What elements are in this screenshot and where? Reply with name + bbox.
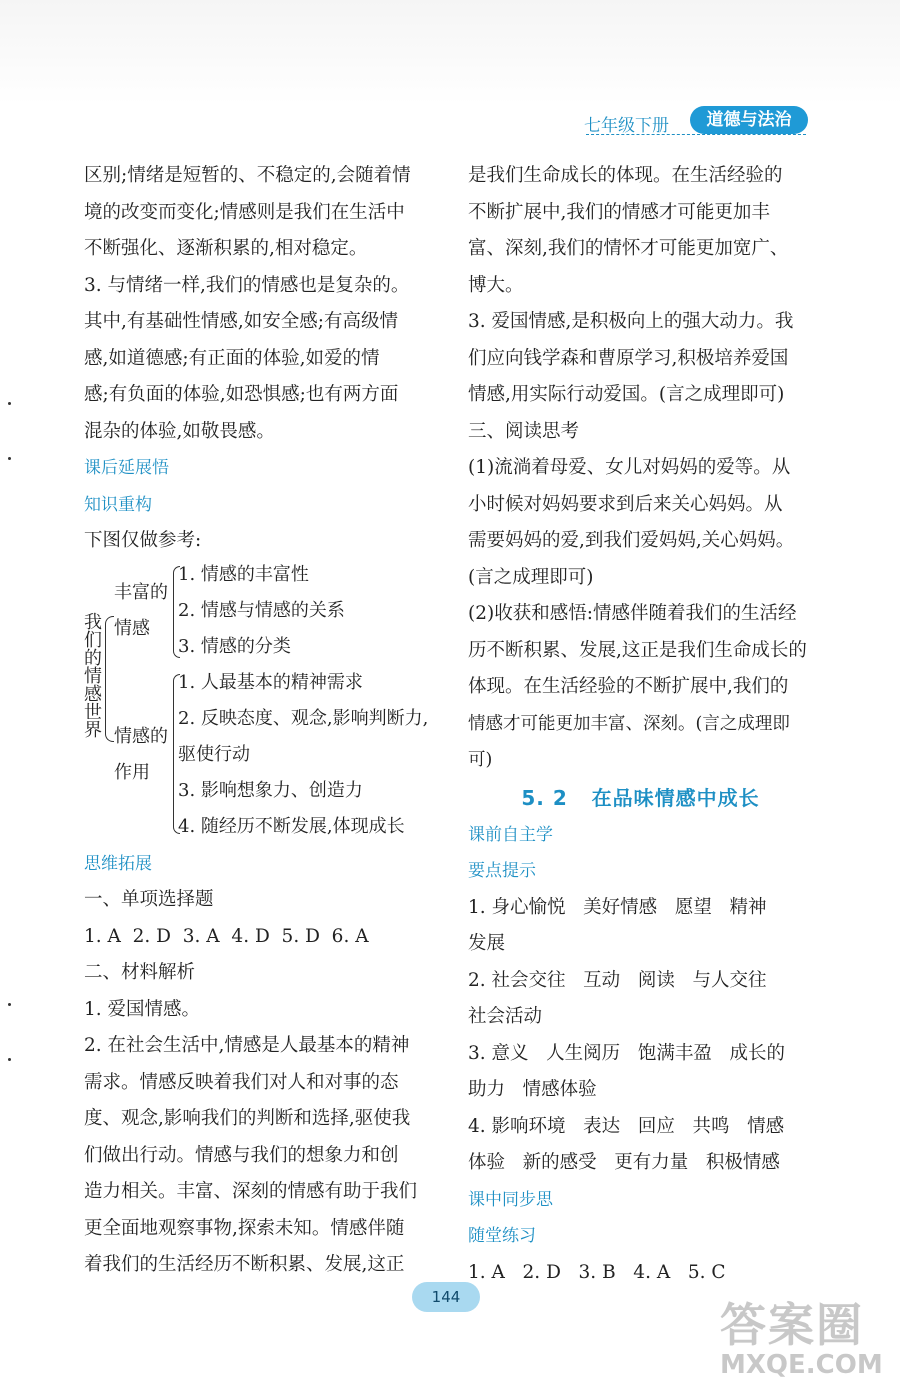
item3-line: 感;有负面的体验,如恐惧感;也有两方面 bbox=[84, 384, 399, 405]
book-grade-label: 七年级下册 bbox=[584, 116, 669, 136]
mindmap-root-char: 们 bbox=[84, 629, 102, 651]
mindmap-branch-role: 情感的 bbox=[114, 725, 168, 747]
reading2-line: (2)收获和感悟:情感伴随着我们的生活经 bbox=[468, 603, 797, 624]
heading-in-class: 课中同步思 bbox=[468, 1189, 553, 1210]
item3-line: 3. 与情绪一样,我们的情感也是复杂的。 bbox=[84, 274, 410, 296]
watermark-text: 答案圈 bbox=[720, 1298, 864, 1352]
continued-line: 是我们生命成长的体现。在生活经验的 bbox=[468, 165, 783, 186]
mindmap-branch-role: 作用 bbox=[114, 761, 150, 783]
item3-line: 其中,有基础性情感,如安全感;有高级情 bbox=[84, 311, 398, 332]
reading2-line: 情感才可能更加丰富、深刻。(言之成理即可) bbox=[468, 713, 790, 770]
points-line: 2. 社会交往 互动 阅读 与人交往 bbox=[468, 969, 767, 991]
mindmap-root-char: 感 bbox=[84, 683, 102, 705]
item3-line: 感,如道德感;有正面的体验,如爱的情 bbox=[84, 347, 380, 369]
material-heading: 二、材料解析 bbox=[84, 962, 196, 983]
section-title: 5. 2 在品味情感中成长 bbox=[521, 785, 760, 810]
mindmap-leaf: 3. 情感的分类 bbox=[178, 635, 291, 657]
mindmap-branch-rich: 丰富的 bbox=[114, 581, 168, 603]
mindmap-root-char: 我 bbox=[84, 611, 102, 633]
continued-line: 博大。 bbox=[468, 274, 524, 296]
reading2-line: 体现。在生活经验的不断扩展中,我们的 bbox=[468, 676, 789, 697]
margin-mark bbox=[8, 1058, 11, 1061]
mindmap-root-char: 世 bbox=[84, 701, 102, 723]
material-line: 2. 在社会生活中,情感是人最基本的精神 bbox=[84, 1035, 410, 1056]
material3-line: 们应向钱学森和曹原学习,积极培养爱国 bbox=[468, 347, 789, 369]
mindmap-root-brace bbox=[105, 616, 114, 742]
header-underline bbox=[586, 134, 806, 135]
heading-extend: 课后延展悟 bbox=[84, 458, 169, 478]
mc-heading: 一、单项选择题 bbox=[84, 889, 214, 910]
item3-line: 混杂的体验,如敬畏感。 bbox=[84, 420, 275, 442]
reading-heading: 三、阅读思考 bbox=[468, 420, 580, 442]
reading1-line: 小时候对妈妈要求到后来关心妈妈。从 bbox=[468, 493, 783, 515]
material-line: 度、观念,影响我们的判断和选择,驱使我 bbox=[84, 1108, 411, 1129]
material-line: 造力相关。丰富、深刻的情感有助于我们 bbox=[84, 1181, 418, 1202]
margin-mark bbox=[8, 402, 11, 405]
intro-line: 不断强化、逐渐积累的,相对稳定。 bbox=[84, 238, 368, 259]
points-line: 4. 影响环境 表达 回应 共鸣 情感 bbox=[468, 1115, 785, 1137]
subject-badge: 道德与法治 bbox=[690, 106, 808, 134]
left-column bbox=[84, 158, 429, 1284]
continued-line: 富、深刻,我们的情怀才可能更加宽广、 bbox=[468, 238, 789, 259]
reference-note: 下图仅做参考: bbox=[84, 530, 202, 551]
mindmap-leaf: 1. 情感的丰富性 bbox=[178, 563, 309, 585]
mindmap-leaf: 1. 人最基本的精神需求 bbox=[178, 671, 363, 693]
knowledge-mindmap bbox=[84, 560, 429, 860]
heading-rebuild: 知识重构 bbox=[84, 494, 152, 515]
reading1-line: (言之成理即可) bbox=[468, 566, 594, 588]
material3-line: 情感,用实际行动爱国。(言之成理即可) bbox=[468, 384, 785, 405]
mindmap-root-char: 界 bbox=[84, 719, 102, 741]
material-line: 着我们的生活经历不断积累、发展,这正 bbox=[84, 1254, 405, 1275]
heading-pre-class: 课前自主学 bbox=[468, 824, 553, 845]
mindmap-root-char: 情 bbox=[84, 665, 102, 687]
right-column bbox=[468, 158, 813, 1291]
margin-mark bbox=[8, 1003, 11, 1006]
heading-practice: 随堂练习 bbox=[468, 1226, 536, 1246]
mindmap-root-char: 的 bbox=[84, 647, 102, 669]
points-line: 体验 新的感受 更有力量 积极情感 bbox=[468, 1152, 780, 1173]
points-line: 社会活动 bbox=[468, 1006, 543, 1027]
margin-mark bbox=[8, 457, 11, 460]
mc-answers: 1. A 2. D 3. A 4. D 5. D 6. A bbox=[84, 925, 369, 947]
page-number: 144 bbox=[412, 1282, 480, 1312]
watermark-logo bbox=[720, 1300, 895, 1385]
mindmap-leaf: 2. 反映态度、观念,影响判断力, bbox=[178, 707, 429, 729]
mindmap-leaf: 驱使行动 bbox=[178, 743, 250, 765]
material-line: 们做出行动。情感与我们的想象力和创 bbox=[84, 1144, 399, 1166]
mindmap-leaf: 3. 影响想象力、创造力 bbox=[178, 779, 363, 801]
mindmap-branch-rich: 情感 bbox=[114, 617, 150, 639]
mindmap-leaf: 2. 情感与情感的关系 bbox=[178, 599, 345, 621]
material-line: 更全面地观察事物,探索未知。情感伴随 bbox=[84, 1217, 405, 1239]
watermark-url: MXQE.COM bbox=[720, 1350, 883, 1380]
material-line: 需求。情感反映着我们对人和对事的态 bbox=[84, 1071, 399, 1093]
points-line: 发展 bbox=[468, 933, 506, 954]
points-line: 3. 意义 人生阅历 饱满丰盈 成长的 bbox=[468, 1042, 785, 1064]
material-answer-1: 1. 爱国情感。 bbox=[84, 998, 201, 1020]
heading-key-points: 要点提示 bbox=[468, 861, 536, 881]
material3-line: 3. 爱国情感,是积极向上的强大动力。我 bbox=[468, 311, 794, 332]
points-line: 1. 身心愉悦 美好情感 愿望 精神 bbox=[468, 896, 767, 918]
intro-line: 区别;情绪是短暂的、不稳定的,会随着情 bbox=[84, 165, 411, 186]
reading1-line: 需要妈妈的爱,到我们爱妈妈,关心妈妈。 bbox=[468, 530, 795, 551]
reading1-line: (1)流淌着母爱、女儿对妈妈的爱等。从 bbox=[468, 457, 791, 478]
mindmap-leaf: 4. 随经历不断发展,体现成长 bbox=[178, 815, 405, 837]
top-band bbox=[0, 0, 900, 105]
reading2-line: 历不断积累、发展,这正是我们生命成长的 bbox=[468, 639, 807, 661]
heading-think: 思维拓展 bbox=[84, 853, 152, 874]
intro-line: 境的改变而变化;情感则是我们在生活中 bbox=[84, 201, 405, 223]
practice-answers: 1. A 2. D 3. B 4. A 5. C bbox=[468, 1261, 726, 1283]
points-line: 助力 情感体验 bbox=[468, 1079, 597, 1100]
continued-line: 不断扩展中,我们的情感才可能更加丰 bbox=[468, 201, 770, 223]
